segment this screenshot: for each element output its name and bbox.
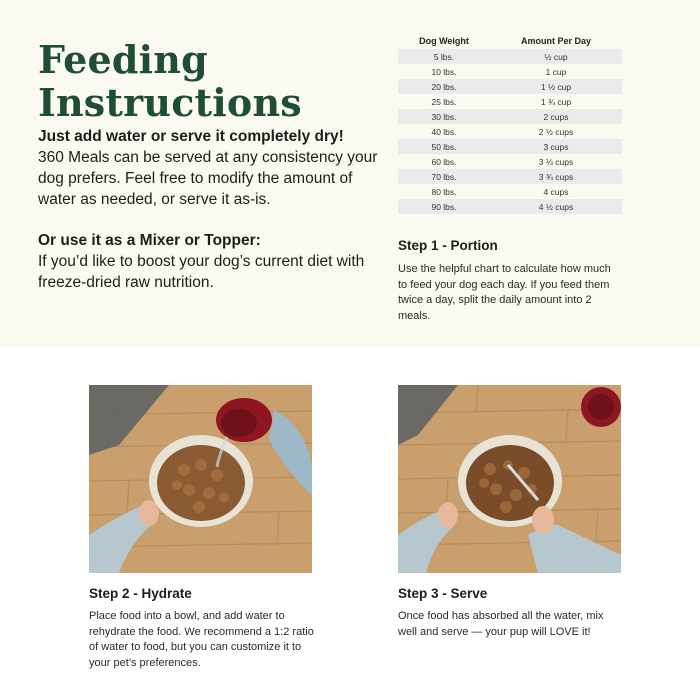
dog-weight-cell: 40 lbs. (431, 126, 457, 137)
amount-cell: 2 ½ cups (538, 126, 574, 137)
feeding-chart-row (398, 139, 622, 154)
amount-cell: 2 cups (543, 111, 569, 122)
amount-cell: 1 ¾ cup (540, 96, 572, 107)
feeding-chart-row (398, 154, 622, 169)
feeding-chart-row (398, 94, 622, 109)
header-dog-weight: Dog Weight (419, 35, 469, 46)
serve-photo (398, 385, 621, 573)
feeding-chart-header (398, 32, 622, 49)
dog-weight-cell: 30 lbs. (431, 111, 457, 122)
feeding-chart-row (398, 109, 622, 124)
bottom-section (0, 348, 700, 700)
intro-text (38, 126, 378, 313)
feeding-chart-row (398, 124, 622, 139)
intro-heading-2: Or use it as a Mixer or Topper: (38, 232, 261, 249)
feeding-chart-body (398, 49, 622, 214)
feeding-chart-row (398, 199, 622, 214)
step-1-title: Step 1 - Portion (398, 238, 498, 253)
feeding-chart-row (398, 169, 622, 184)
title-line-1: Feeding (38, 37, 208, 82)
intro-body-2: If you’d like to boost your dog’s current diet with freeze-dried raw nutrition. (38, 253, 365, 291)
intro-paragraph-1 (38, 126, 378, 210)
amount-cell: 4 ½ cups (538, 201, 574, 212)
step-2-title: Step 2 - Hydrate (89, 586, 192, 601)
feeding-chart (398, 32, 622, 214)
amount-cell: 3 ⅓ cups (538, 156, 574, 167)
feeding-chart-row (398, 49, 622, 64)
dog-weight-cell: 25 lbs. (431, 96, 457, 107)
step-2-description: Place food into a bowl, and add water to rehydrate the food. We recommend a 1:2 ratio of water to food, but you can customize it to your pet’s preferences. (89, 610, 314, 669)
dog-weight-cell: 50 lbs. (431, 141, 457, 152)
dog-weight-cell: 70 lbs. (431, 171, 457, 182)
feeding-chart-row (398, 184, 622, 199)
step-3-description: Once food has absorbed all the water, mix well and serve — your pup will LOVE it! (398, 610, 604, 638)
intro-body-1: 360 Meals can be served at any consistency your dog prefers. Feel free to modify the amount of water as needed, or serve it as-is. (38, 149, 378, 208)
dog-weight-cell: 90 lbs. (431, 201, 457, 212)
dog-weight-cell: 5 lbs. (433, 51, 455, 62)
amount-cell: 4 cups (543, 186, 569, 197)
amount-cell: 3 ¾ cups (538, 171, 574, 182)
dog-weight-cell: 80 lbs. (431, 186, 457, 197)
hydrate-photo (89, 385, 312, 573)
top-section (0, 0, 700, 348)
feeding-chart-row (398, 79, 622, 94)
dog-weight-cell: 10 lbs. (431, 66, 457, 77)
dog-weight-cell: 60 lbs. (431, 156, 457, 167)
title-line-2: Instructions (38, 80, 302, 125)
amount-cell: 3 cups (543, 141, 569, 152)
page-title (38, 38, 302, 124)
amount-cell: 1 cup (545, 66, 567, 77)
step-1-description: Use the helpful chart to calculate how much to feed your dog each day. If you feed them twice a day, split the daily amount into 2 meals. (398, 263, 611, 322)
dog-weight-cell: 20 lbs. (431, 81, 457, 92)
intro-paragraph-2 (38, 230, 378, 293)
intro-heading-1: Just add water or serve it completely dry! (38, 128, 344, 145)
amount-cell: ½ cup (544, 51, 568, 62)
amount-cell: 1 ½ cup (540, 81, 572, 92)
step-3-title: Step 3 - Serve (398, 586, 488, 601)
feeding-chart-row (398, 64, 622, 79)
header-amount-per-day: Amount Per Day (520, 35, 591, 46)
